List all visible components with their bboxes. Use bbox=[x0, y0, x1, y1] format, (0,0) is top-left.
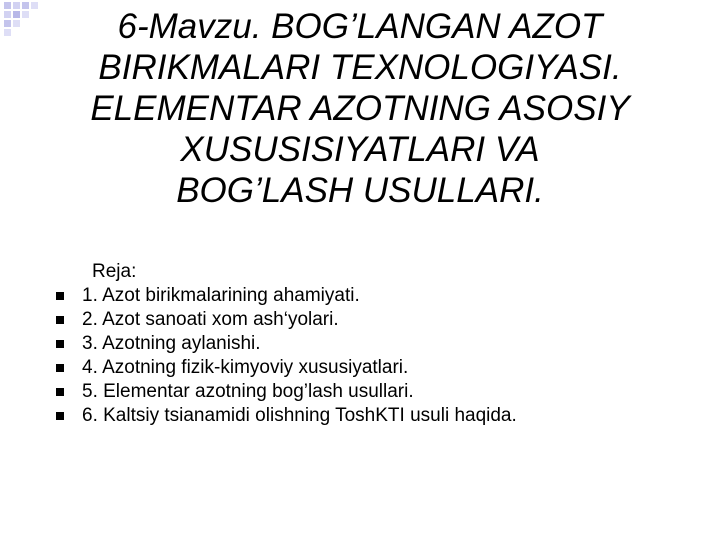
plan-heading: Reja: bbox=[92, 261, 137, 282]
list-item-text: 6. Kaltsiy tsianamidi olishning ToshKTI usuli haqida. bbox=[82, 405, 517, 426]
list-item-text: 5. Elementar azotning bog’lash usullari. bbox=[82, 381, 414, 402]
decor-square bbox=[13, 11, 20, 18]
decor-square bbox=[4, 29, 11, 36]
list-item bbox=[50, 332, 670, 356]
title-line: XUSUSISIYATLARI VA bbox=[180, 130, 540, 169]
title-line: BOG’LASH USULLARI. bbox=[176, 171, 544, 210]
square-bullet-icon bbox=[56, 292, 64, 300]
list-item-text: 2. Azot sanoati xom ash‘yolari. bbox=[82, 309, 339, 330]
decor-square bbox=[13, 20, 20, 27]
square-bullet-icon bbox=[56, 340, 64, 348]
title-line: 6-Mavzu. BOG’LANGAN AZOT bbox=[117, 7, 603, 46]
list-item bbox=[50, 284, 670, 308]
square-bullet-icon bbox=[56, 388, 64, 396]
decor-square bbox=[13, 2, 20, 9]
decor-square bbox=[4, 2, 11, 9]
square-bullet-icon bbox=[56, 364, 64, 372]
list-item bbox=[50, 404, 670, 428]
square-bullet-icon bbox=[56, 412, 64, 420]
title-line: BIRIKMALARI TEXNOLOGIYASI. bbox=[98, 48, 622, 87]
list-item-text: 1. Azot birikmalarining ahamiyati. bbox=[82, 285, 360, 306]
list-item-text: 4. Azotning fizik-kimyoviy xususiyatlari. bbox=[82, 357, 409, 378]
list-item bbox=[50, 356, 670, 380]
list-item-text: 3. Azotning aylanishi. bbox=[82, 333, 261, 354]
list-item bbox=[50, 380, 670, 404]
decor-square bbox=[4, 11, 11, 18]
list-item bbox=[50, 308, 670, 332]
plan-list bbox=[50, 284, 670, 428]
slide-body bbox=[50, 260, 670, 428]
title-line: ELEMENTAR AZOTNING ASOSIY bbox=[90, 89, 630, 128]
decor-square bbox=[4, 20, 11, 27]
square-bullet-icon bbox=[56, 316, 64, 324]
slide-title bbox=[20, 6, 700, 211]
